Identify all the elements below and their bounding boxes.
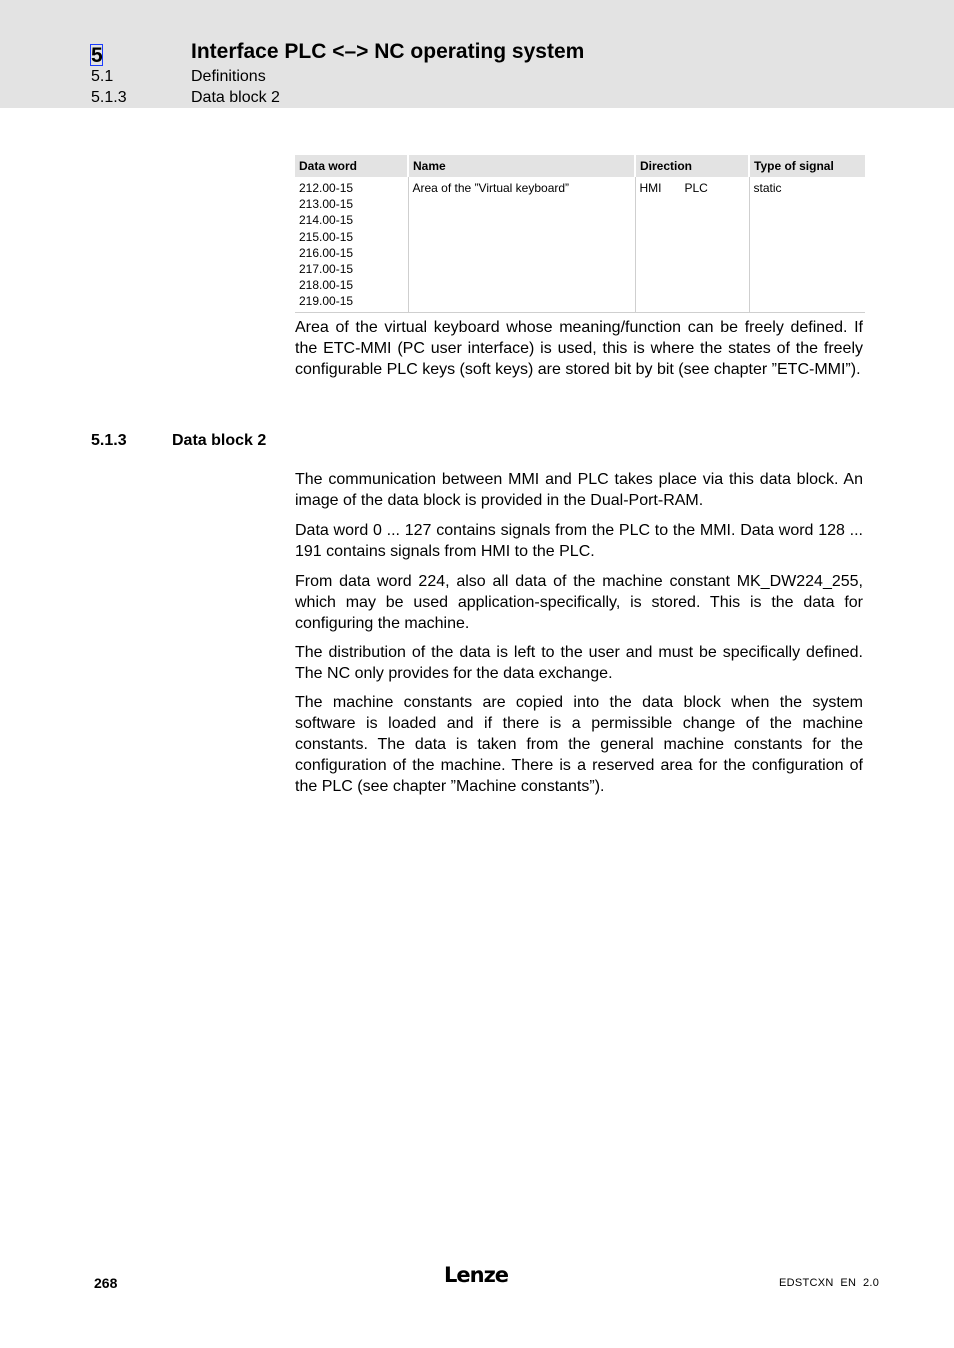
data-word: 213.00-15: [299, 197, 354, 212]
body-paragraph: From data word 224, also all data of the machine constant MK_DW224_255, which may be used application-specifically, is stored. This is the data for configuring the machine.: [295, 573, 863, 632]
data-word: 217.00-15: [299, 262, 354, 277]
section-number: 5.1: [91, 68, 114, 85]
data-word: 219.00-15: [299, 294, 354, 309]
table-note: Area of the virtual keyboard whose meaning/function can be freely defined. If the ETC-MMI (PC user interface) is used, this is where the states of the freely configurable PLC keys (soft keys) are stored bit by bit (see chapter ”ETC-MMI”).: [295, 319, 863, 378]
data-word: 215.00-15: [299, 229, 354, 244]
subsection-number: 5.1.3: [91, 89, 127, 106]
direction-cell: [635, 177, 749, 312]
data-word-cell: [295, 177, 408, 312]
table-row: [295, 177, 865, 312]
data-word: 212.00-15: [299, 181, 354, 195]
body-paragraph: Data word 0 ... 127 contains signals from the PLC to the MMI. Data word 128 ... 191 contains signals from HMI to the PLC.: [295, 522, 863, 560]
type-cell: static: [749, 177, 865, 312]
section-title: Definitions: [191, 68, 266, 85]
page-number: 268: [94, 1275, 118, 1291]
data-word: 218.00-15: [299, 278, 354, 293]
document-id: EDSTCXN EN 2.0: [779, 1277, 880, 1289]
direction-from: HMI: [639, 181, 662, 195]
column-header: Data word: [295, 155, 408, 177]
column-header: Name: [408, 155, 635, 177]
column-header: Direction: [635, 155, 749, 177]
column-header: Type of signal: [749, 155, 865, 177]
name-cell: Area of the ”Virtual keyboard”: [408, 177, 635, 312]
lenze-logo: Lenze: [444, 1263, 509, 1287]
chapter-title: Interface PLC <–> NC operating system: [191, 40, 585, 63]
signal-table: [295, 155, 865, 313]
data-word: 214.00-15: [299, 213, 354, 228]
direction-to: PLC: [684, 181, 708, 195]
chapter-number-link[interactable]: 5: [91, 44, 103, 67]
body-paragraph: The distribution of the data is left to the user and must be specifically defined. The NC only provides for the data exchange.: [295, 644, 863, 682]
section-heading-title: Data block 2: [172, 432, 267, 449]
subsection-title: Data block 2: [191, 89, 280, 106]
data-word: 216.00-15: [299, 245, 354, 260]
body-paragraph: The communication between MMI and PLC takes place via this data block. An image of the data block is provided in the Dual-Port-RAM.: [295, 471, 863, 509]
section-heading-number: 5.1.3: [91, 432, 127, 449]
table-header-row: [295, 155, 865, 177]
body-paragraph: The machine constants are copied into the data block when the system software is loaded and if there is a permissible change of the machine constants. The data is taken from the general machine constants for the configuration of the machine. There is a reserved area for the configuration of the PLC (see chapter ”Machine constants”).: [295, 694, 863, 795]
